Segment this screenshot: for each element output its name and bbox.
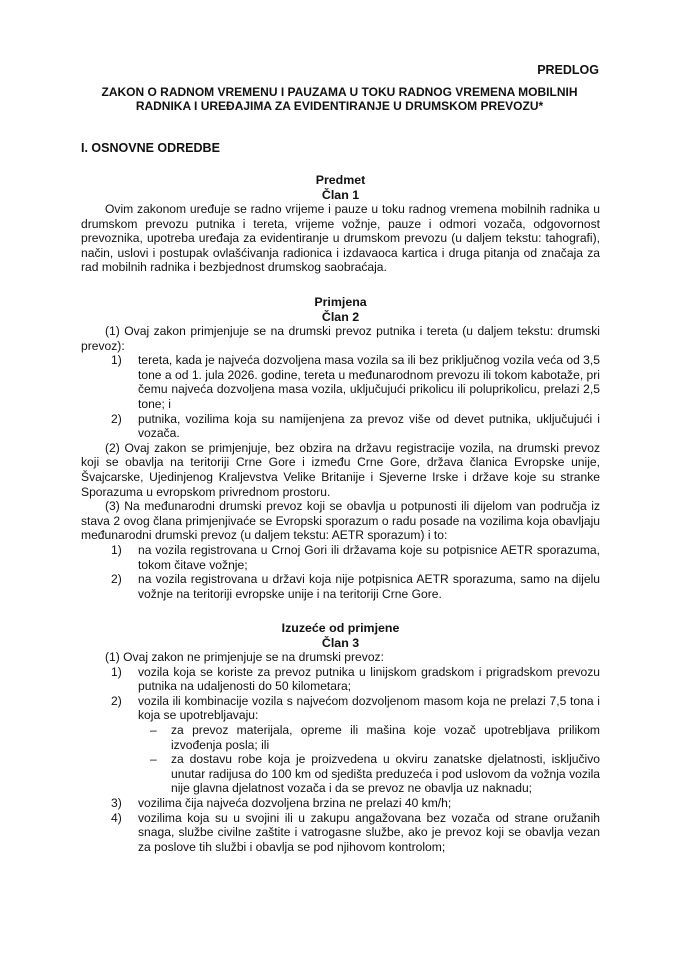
- list-item-text: tereta, kada je najveća dozvoljena masa vozila sa ili bez priključnog vozila veća od 3,5 tone a od 1. jula 2026. godine, tereta u međunarodnom prevozu ili tokom kabotaže, pri čemu najveća dozvoljena masa vozila, uključujući prikolicu ili poluprikolicu, prelazi 2,5 tone; i: [138, 353, 600, 411]
- list-item: [81, 796, 600, 811]
- list-item-number: 4): [111, 810, 122, 825]
- article-3-number: Član 3: [321, 635, 360, 650]
- article-1-text: Ovim zakonom uređuje se radno vrijeme i pauze u toku radnog vremena mobilnih radnika u drumskom prevozu putnika i tereta, vrijeme vožnje, pauze i odmori vozača, odgovornost prevoznika, upotreba uređaja za evidentiranje u drumskom prevozu (u daljem tekstu: tahografi), način, uslovi i postupak ovlašćivanja radionica i izdavaoca kartica i druga pitanja od značaja za rad mobilnih radnika i bezbjednost drumskog saobraćaja.: [81, 202, 600, 275]
- list-item: [81, 572, 600, 601]
- article-3-paragraph-1: (1) Ovaj zakon ne primjenjuje se na drumski prevoz:: [105, 650, 384, 664]
- article-2: [81, 295, 600, 601]
- law-title: [70, 85, 609, 113]
- article-3: [81, 621, 600, 854]
- sub-list-item-text: za prevoz materijala, opreme ili mašina koje vozač upotrebljava prilikom izvođenja posla; ili: [171, 722, 600, 752]
- part-heading: I. OSNOVNE ODREDBE: [81, 141, 220, 155]
- list-item-text: putnika, vozilima koja su namijenjena za prevoz više od devet putnika, uključujući i vozača.: [138, 411, 600, 441]
- article-1-heading: Predmet: [315, 173, 366, 187]
- list-item-text: na vozila registrovana u državi koja nije potpisnica AETR sporazuma, samo na dijelu vožnje na teritoriji evropske unije i na teritoriji Crne Gore.: [138, 572, 600, 601]
- list-item-text: vozilima čija najveća dozvoljena brzina ne prelazi 40 km/h;: [138, 795, 452, 810]
- list-item-number: 3): [111, 795, 122, 810]
- list-item: [81, 543, 600, 572]
- article-2-number: Član 2: [321, 309, 360, 324]
- list-item-number: 2): [111, 411, 122, 426]
- list-item-number: 2): [111, 572, 122, 587]
- dash-marker: –: [150, 752, 157, 767]
- list-item: [81, 811, 600, 855]
- list-item-number: 1): [111, 664, 122, 679]
- list-item: [81, 694, 600, 723]
- list-item-number: 2): [111, 693, 122, 708]
- article-2-paragraph-2: (2) Ovaj zakon se primjenjuje, bez obzira na državu registracije vozila, na drumski prevoz koji se obavlja na teritoriji Crne Gore i između Crne Gore, država članica Evropske unije, Švajcarske, Ujedinjenog Kraljevstva Velike Britanije i Sjeverne Irske i države koje su stranke Sporazuma u evropskom privrednom prostoru.: [81, 440, 600, 499]
- sub-list-item: [81, 752, 600, 796]
- sub-list-item: [81, 723, 600, 752]
- dash-marker: –: [150, 722, 157, 737]
- article-1-number: Član 1: [321, 187, 360, 202]
- article-2-heading: Primjena: [314, 295, 367, 309]
- list-item: [81, 665, 600, 694]
- article-2-paragraph-1: (1) Ovaj zakon primjenjuje se na drumski prevoz putnika i tereta (u daljem tekstu: drumski prevoz):: [81, 324, 600, 353]
- predlog-label: PREDLOG: [537, 63, 599, 77]
- list-item: [81, 412, 600, 441]
- list-item-text: vozila koja se koriste za prevoz putnika u linijskom gradskom i prigradskom prevozu putnika na udaljenosti do 50 kilometara;: [138, 664, 600, 694]
- list-item-number: 1): [111, 542, 122, 557]
- sub-list-item-text: za dostavu robe koja je proizvedena u okviru zanatske djelatnosti, isključivo unutar radijusa do 100 km od sjedišta preduzeća i pod uslovom da vožnja vozila nije glavna djelatnost vozača i da se prevoz ne obavlja uz naknadu;: [171, 752, 600, 796]
- list-item: [81, 353, 600, 411]
- law-title-line-1: ZAKON O RADNOM VREMENU I PAUZAMA U TOKU RADNOG VREMENA MOBILNIH: [101, 85, 578, 99]
- list-item-text: vozila ili kombinacije vozila s najvećom dozvoljenom masom koja ne prelazi 7,5 tona i koja se upotrebljavaju:: [138, 693, 600, 723]
- law-title-line-2: RADNIKA I UREĐAJIMA ZA EVIDENTIRANJE U DRUMSKOM PREVOZU*: [135, 99, 544, 113]
- article-2-paragraph-3: (3) Na međunarodni drumski prevoz koji se obavlja u potpunosti ili dijelom van područja iz stava 2 ovog člana primjenjivaće se Evropski sporazum o radu posade na vozilima koja obavljaju međunarodni drumski prevoz (u daljem tekstu: AETR sporazum) i to:: [81, 499, 600, 543]
- article-3-heading: Izuzeće od primjene: [281, 621, 400, 635]
- list-item-text: vozilima koja su u svojini ili u zakupu angažovana bez vozača od strane oružanih snaga, službe civilne zaštite i vatrogasne službe, ako je prevoz koji se obavlja vezan za poslove tih službi i obavlja se pod njihovom kontrolom;: [138, 810, 600, 854]
- article-1: [81, 173, 600, 275]
- list-item-text: na vozila registrovana u Crnoj Gori ili državama koje su potpisnice AETR sporazuma, tokom čitave vožnje;: [138, 542, 600, 572]
- list-item-number: 1): [111, 353, 122, 368]
